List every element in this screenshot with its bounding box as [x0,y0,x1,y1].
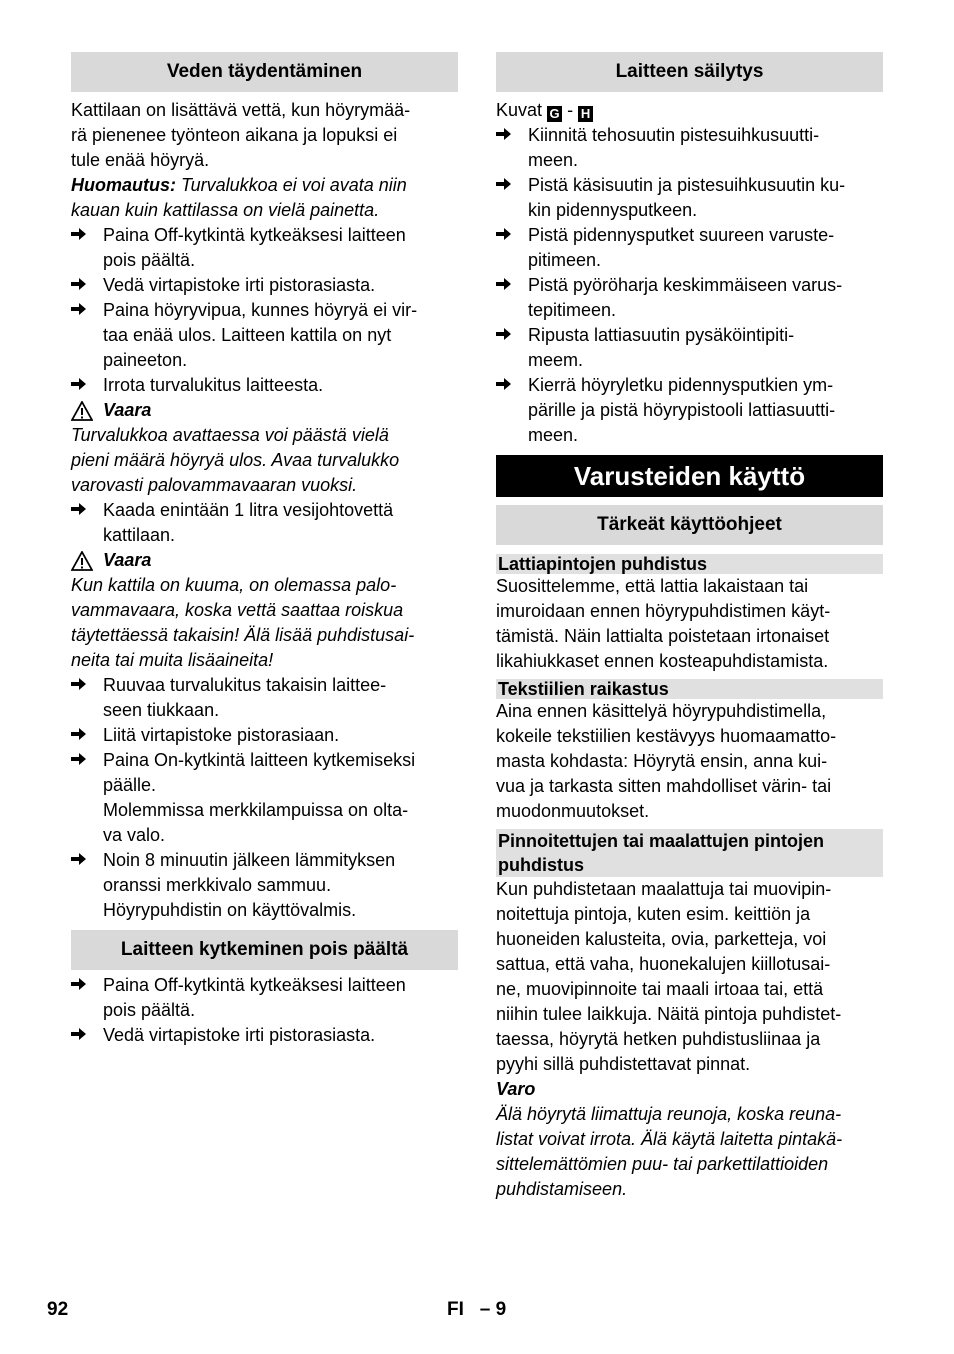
list-item [71,298,458,373]
footer-page-ref [447,1298,506,1322]
text-line: Kaada enintään 1 litra vesijohtovettä [103,500,394,520]
warning-heading-2 [71,548,458,573]
list-item [71,723,458,748]
list-item [71,673,458,723]
warning-triangle-icon [71,551,93,571]
note-block [71,173,458,223]
list-item-text [528,273,883,323]
text-line: meen. [528,425,579,445]
text-line: va valo. [103,825,166,845]
paragraph-refill-intro [71,98,458,173]
text-line: Vedä virtapistoke irti pistorasiasta. [103,275,376,295]
subheading-coated-surfaces [496,829,883,877]
subheading-floor-cleaning [496,554,883,574]
list-item [496,323,883,373]
text-line: niihin tulee laikkuja. Näitä pintoja puhdistet- [496,1004,842,1024]
list-item [71,373,458,398]
text-line: meem. [528,350,584,370]
list-item [71,848,458,923]
arrow-right-icon [71,298,103,373]
text-line: vua ja tarkasta sitten mahdolliset värin- tai [496,776,832,796]
arrow-right-icon [71,723,103,748]
list-item [71,973,458,1023]
list-item [496,223,883,273]
caution-text [496,1102,883,1202]
text-line: Pistä käsisuutin ja pistesuihkusuutin ku- [528,175,846,195]
section-title-switch-off: Laitteen kytkeminen pois päältä [71,930,458,970]
text-line: Paina Off-kytkintä kytkeäksesi laitteen [103,225,406,245]
note-text-rest: kauan kuin kattilassa on vielä painetta. [71,200,380,220]
figure-reference [496,98,883,123]
arrow-right-icon [71,273,103,298]
text-line: Liitä virtapistoke pistorasiaan. [103,725,340,745]
list-item-text [103,1023,458,1048]
section-title-storage: Laitteen säilytys [496,52,883,92]
text-line: puhdistus [498,855,584,875]
arrow-right-icon [71,373,103,398]
list-item-text [103,273,458,298]
text-line: rä pienenee työnteon aikana ja lopuksi ei [71,125,398,145]
list-item [496,123,883,173]
list-item-text [528,323,883,373]
text-line: Pinnoitettujen tai maalattujen pintojen [498,831,825,851]
list-item-text [103,848,458,923]
section-title-water-refill: Veden täydentäminen [71,52,458,92]
text-line: Kiinnitä tehosuutin pistesuihkusuutti- [528,125,820,145]
paragraph-textile-refresh [496,699,883,824]
text-line: Paina höyryvipua, kunnes höyryä ei vir- [103,300,418,320]
text-line: Kierrä höyryletku pidennysputkien ym- [528,375,834,395]
text-line: täytettäessä takaisin! Älä lisää puhdistusai- [71,625,415,645]
arrow-right-icon [496,223,528,273]
page-number: 92 [47,1299,69,1320]
text-line: neita tai muita lisäaineita! [71,650,274,670]
list-item-text [528,173,883,223]
list-item [71,273,458,298]
arrow-right-icon [496,323,528,373]
text-line: Pistä pidennysputket suureen varuste- [528,225,835,245]
text-line: oranssi merkkivalo sammuu. [103,875,332,895]
text-line: puhdistamiseen. [496,1179,628,1199]
figure-separator: - [567,100,574,120]
text-line: Turvalukkoa avattaessa voi päästä vielä [71,425,389,445]
text-line: sattua, että vaha, huonekalujen kiillotusai- [496,954,831,974]
text-line: kattilaan. [103,525,176,545]
text-line: Suosittelemme, että lattia lakaistaan tai [496,576,809,596]
text-line: seen tiukkaan. [103,700,220,720]
warning-label-1: Vaara [103,400,152,420]
arrow-right-icon [71,973,103,1023]
footer-page-index: – 9 [479,1299,507,1320]
text-line: huoneiden kalusteita, ovia, parketteja, voi [496,929,827,949]
warning-text-1 [71,423,458,498]
bullet-list-3 [71,673,458,923]
paragraph-coated-surfaces [496,877,883,1077]
text-line: pärille ja pistä höyrypistooli lattiasuutti- [528,400,836,420]
text-line: pieni määrä höyryä ulos. Avaa turvalukko [71,450,400,470]
text-line: Noin 8 minuutin jälkeen lämmityksen [103,850,396,870]
section-title-important-instructions: Tärkeät käyttöohjeet [496,505,883,545]
text-line: likahiukkaset ennen kosteapuhdistamista. [496,651,829,671]
text-line: Paina On-kytkintä laitteen kytkemiseksi [103,750,416,770]
text-line: Paina Off-kytkintä kytkeäksesi laitteen [103,975,406,995]
text-line: päälle. [103,775,157,795]
text-line: pyyhi sillä puhdistettavat pinnat. [496,1054,751,1074]
right-column [496,52,883,1202]
list-item [496,273,883,323]
list-item-text [528,123,883,173]
list-item-text [103,223,458,273]
list-item [496,173,883,223]
text-line: ne, muovipinnoite tai maali irtoaa tai, että [496,979,824,999]
text-line: Älä höyrytä liimattuja reunoja, koska reuna- [496,1104,842,1124]
text-line: paineeton. [103,350,188,370]
text-line: taessa, höyrytä hetken puhdistusliinaa ja [496,1029,821,1049]
text-line: Lattiapintojen puhdistus [498,554,707,574]
note-text-first: Turvalukkoa ei voi avata niin [176,175,407,195]
paragraph-floor-cleaning [496,574,883,674]
text-line: kin pidennysputkeen. [528,200,698,220]
text-line: imuroidaan ennen höyrypuhdistimen käyt- [496,601,831,621]
text-line: tämistä. Näin lattialta poistetaan irtonaiset [496,626,830,646]
list-item-text [103,723,458,748]
list-item-text [103,498,458,548]
text-line: Ripusta lattiasuutin pysäköintipiti- [528,325,795,345]
text-line: muodonmuutokset. [496,801,650,821]
text-line: meen. [528,150,579,170]
text-line: sittelemättömien puu- tai parkettilattioiden [496,1154,829,1174]
text-line: Molemmissa merkkilampuissa on olta- [103,800,409,820]
warning-heading-1 [71,398,458,423]
footer-language: FI [447,1299,464,1320]
arrow-right-icon [496,123,528,173]
text-line: pois päältä. [103,250,196,270]
arrow-right-icon [496,273,528,323]
list-item [71,498,458,548]
list-item-text [103,973,458,1023]
text-line: Kun kattila on kuuma, on olemassa palo- [71,575,397,595]
text-line: Irrota turvalukitus laitteesta. [103,375,324,395]
text-line: vammavaara, koska vettä saattaa roiskua [71,600,404,620]
text-line: Ruuvaa turvalukitus takaisin laittee- [103,675,387,695]
list-item-text [103,748,458,848]
text-line: Tekstiilien raikastus [498,679,669,699]
chapter-title: Varusteiden käyttö [496,455,883,497]
bullet-list-2 [71,498,458,548]
text-line: tule enää höyryä. [71,150,210,170]
list-item-text [103,673,458,723]
list-item-text [528,373,883,448]
text-line: pitimeen. [528,250,602,270]
caution-label: Varo [496,1079,536,1099]
subheading-textile-refresh [496,679,883,699]
arrow-right-icon [71,848,103,923]
bullet-list-4 [71,973,458,1048]
text-line: noitettuja pintoja, kuten esim. keittiön ja [496,904,811,924]
text-line: Kattilaan on lisättävä vettä, kun höyrymää- [71,100,411,120]
text-line: masta kohdasta: Höyrytä ensin, anna kui- [496,751,828,771]
text-line: Höyrypuhdistin on käyttövalmis. [103,900,357,920]
text-line: Kun puhdistetaan maalattuja tai muovipin- [496,879,832,899]
list-item-text [103,298,458,373]
arrow-right-icon [71,223,103,273]
figure-badge-h: H [578,106,593,122]
text-line: listat voivat irrota. Älä käytä laitetta pintakä- [496,1129,843,1149]
figure-badge-g: G [547,106,562,122]
text-line: Pistä pyöröharja keskimmäiseen varus- [528,275,843,295]
bullet-list-storage [496,123,883,448]
text-line: Vedä virtapistoke irti pistorasiasta. [103,1025,376,1045]
left-column [71,52,458,1048]
arrow-right-icon [496,373,528,448]
text-line: taa enää ulos. Laitteen kattila on nyt [103,325,392,345]
list-item [71,223,458,273]
text-line: tepitimeen. [528,300,617,320]
list-item [71,1023,458,1048]
warning-label-2: Vaara [103,550,152,570]
text-line: pois päältä. [103,1000,196,1020]
arrow-right-icon [71,748,103,848]
warning-text-2 [71,573,458,673]
list-item-text [103,373,458,398]
list-item [496,373,883,448]
arrow-right-icon [71,673,103,723]
list-item-text [528,223,883,273]
text-line: varovasti palovammavaaran vuoksi. [71,475,358,495]
figure-label: Kuvat [496,100,543,120]
list-item [71,748,458,848]
warning-triangle-icon [71,401,93,421]
arrow-right-icon [496,173,528,223]
bullet-list-1 [71,223,458,398]
text-line: Aina ennen käsittelyä höyrypuhdistimella, [496,701,827,721]
text-line: kokeile tekstiilien kestävyys huomaamatto- [496,726,837,746]
note-label: Huomautus: [71,175,176,195]
arrow-right-icon [71,1023,103,1048]
arrow-right-icon [71,498,103,548]
